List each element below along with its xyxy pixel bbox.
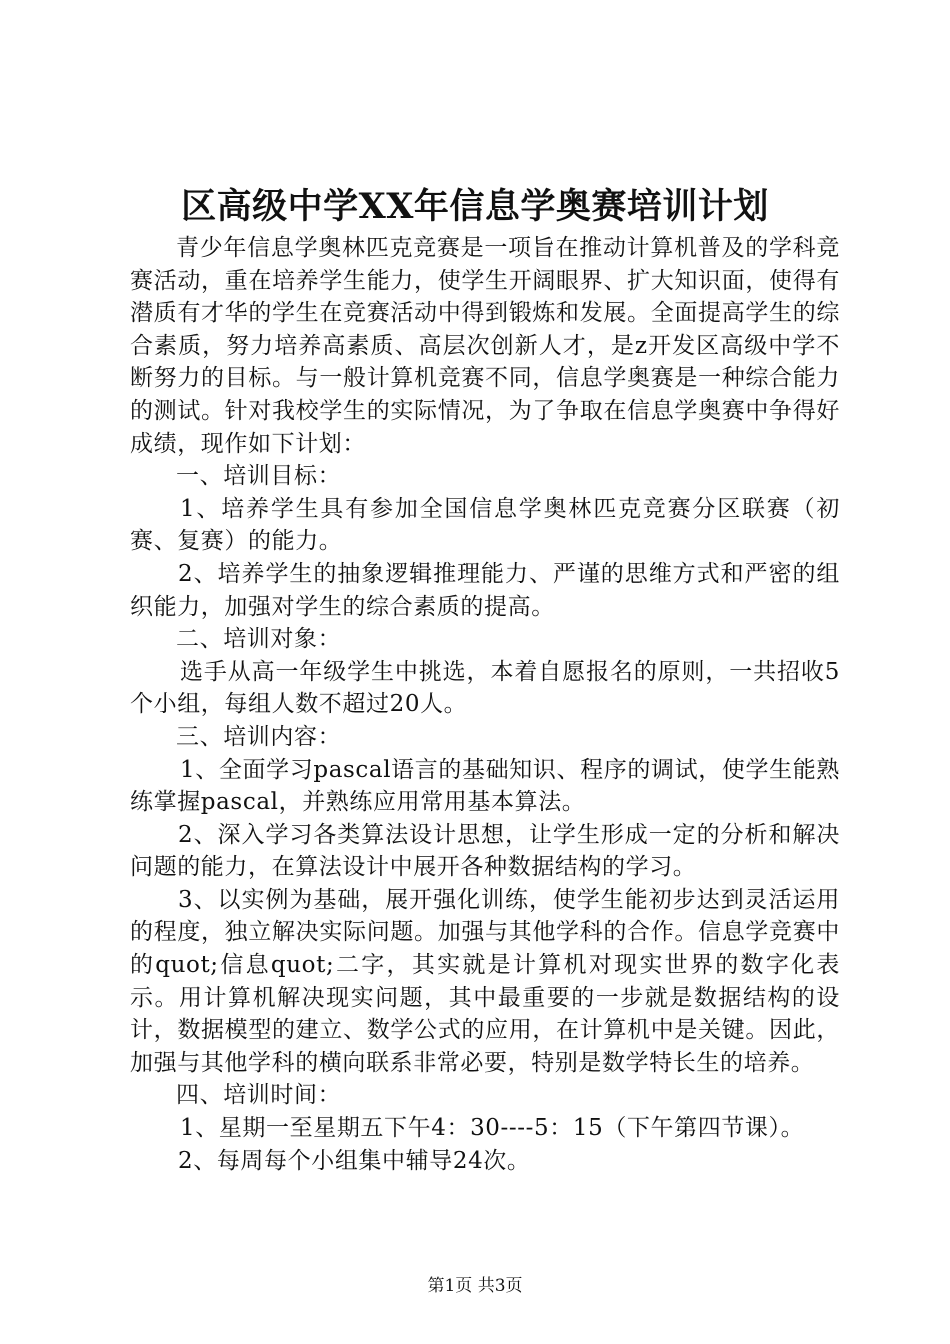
content-item-3: 3、以实例为基础，展开强化训练，使学生能初步达到灵活运用的程度，独立解决实际问题。加强与其他学科的合作。信息学竞赛中的quot;信息quot;二字，其实就是计算机对现实世界的数字化表示。用计算机解决现实问题，其中最重要的一步就是数据结构的设计，数据模型的建立、数学公式的应用，在计算机中是关键。因此，加强与其他学科的横向联系非常必要，特别是数学特长生的培养。 — [130, 886, 840, 1076]
page-footer: 第1页 共3页 — [427, 1276, 523, 1296]
intro-paragraph: 青少年信息学奥林匹克竞赛是一项旨在推动计算机普及的学科竞赛活动，重在培养学生能力，使学生开阔眼界、扩大知识面，使得有潜质有才华的学生在竞赛活动中得到锻炼和发展。全面提高学生的综合素质，努力培养高素质、高层次创新人才，是z开发区高级中学不断努力的目标。与一般计算机竞赛不同，信息学奥赛是一种综合能力的测试。针对我校学生的实际情况，为了争取在信息学奥赛中争得好成绩，现作如下计划： — [130, 235, 840, 457]
section-heading-schedule: 四、培训时间： — [176, 1082, 342, 1109]
schedule-item-1: 1、星期一至星期五下午4：30----5：15（下午第四节课）。 — [180, 1115, 805, 1142]
section-heading-goals: 一、培训目标： — [176, 463, 342, 490]
section-heading-audience: 二、培训对象： — [176, 626, 342, 653]
content-item-1: 1、全面学习pascal语言的基础知识、程序的调试，使学生能熟练掌握pascal，并熟练应用常用基本算法。 — [130, 756, 840, 816]
section-heading-content: 三、培训内容： — [176, 723, 342, 750]
goal-item-2: 2、培养学生的抽象逻辑推理能力、严谨的思维方式和严密的组织能力，加强对学生的综合素质的提高。 — [130, 560, 840, 620]
audience-paragraph: 选手从高一年级学生中挑选，本着自愿报名的原则，一共招收5个小组，每组人数不超过20人。 — [130, 658, 840, 718]
goal-item-1: 1、培养学生具有参加全国信息学奥林匹克竞赛分区联赛（初赛、复赛）的能力。 — [130, 495, 840, 555]
document-title: 区高级中学XX年信息学奥赛培训计划 — [181, 186, 769, 227]
schedule-item-2: 2、每周每个小组集中辅导24次。 — [178, 1147, 531, 1174]
content-item-2: 2、深入学习各类算法设计思想，让学生形成一定的分析和解决问题的能力，在算法设计中展开各种数据结构的学习。 — [130, 821, 840, 881]
document-body — [130, 232, 840, 1177]
